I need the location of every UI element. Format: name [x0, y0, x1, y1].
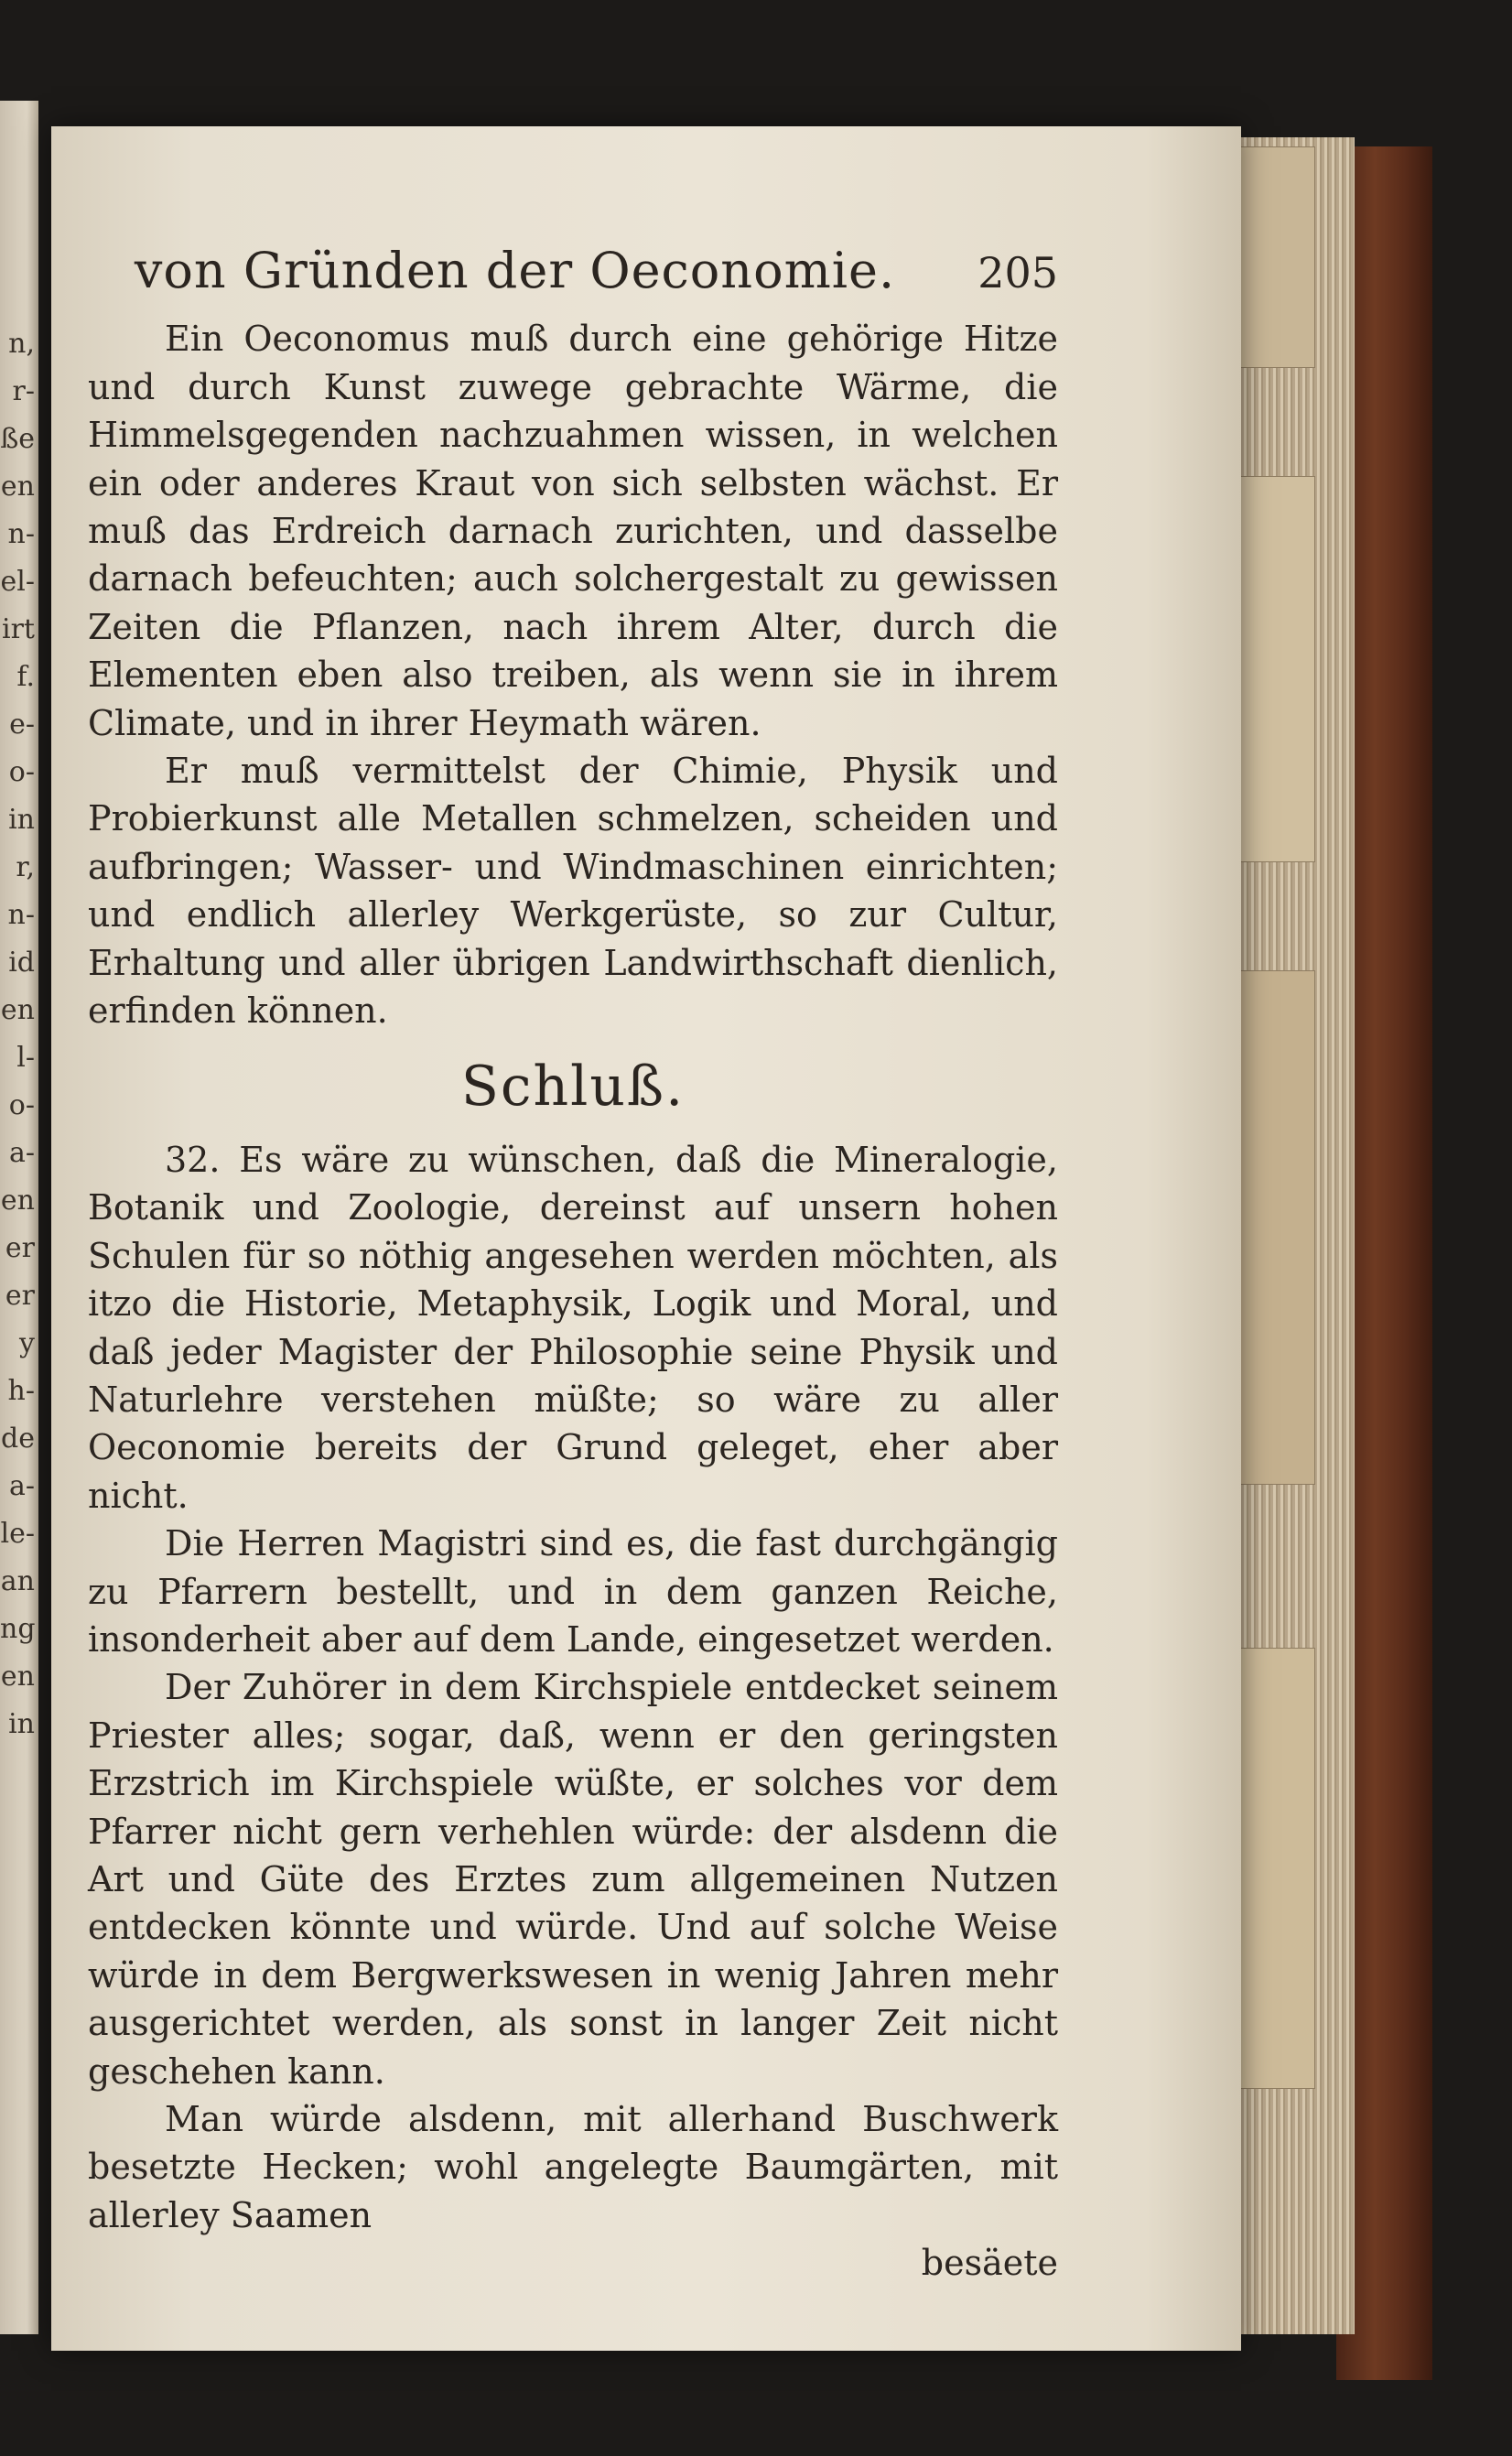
left-fragment: r-	[12, 375, 35, 407]
left-fragment: le-	[0, 1518, 35, 1550]
left-fragment: f.	[16, 661, 35, 693]
left-fragment: n-	[7, 518, 35, 550]
protruding-paper-strip	[1231, 1648, 1315, 2089]
paragraph: 32. Es wäre zu wünschen, daß die Mineralogie, Botanik und Zoologie, dereinst auf unsern hohen Schulen für so nöthig angesehen werden möchten, als itzo die Historie, Metaphysik, Logik und Moral, und daß jeder Magister der Philosophie seine Physik und Naturlehre verstehen müßte; so wäre zu aller Oeconomie bereits der Grund geleget, eher aber nicht.	[88, 1139, 1058, 1516]
page-number: 205	[977, 248, 1058, 298]
left-fragment: h-	[7, 1375, 35, 1407]
page-text	[88, 242, 1058, 2288]
left-page-edge	[0, 101, 38, 2334]
left-fragment: in	[8, 1708, 35, 1740]
left-fragment: y	[19, 1327, 35, 1359]
left-fragment: de	[1, 1423, 35, 1455]
paragraph: Er muß vermittelst der Chimie, Physik und Probierkunst alle Metallen schmelzen, scheiden und aufbringen; Wasser- und Windmaschinen einrichten; und endlich allerley Werkgerüste, so zur Cultur, Erhaltung und aller übrigen Landwirthschaft dienlich, erfinden können.	[88, 751, 1058, 1032]
left-fragment: n-	[7, 899, 35, 931]
left-fragment: ße	[0, 423, 35, 455]
protruding-paper-strip	[1231, 146, 1315, 368]
left-fragment: irt	[2, 613, 35, 645]
left-fragment: en	[0, 1661, 35, 1693]
left-fragment: e-	[9, 709, 35, 741]
left-fragment: in	[8, 804, 35, 836]
left-fragment: en	[0, 994, 35, 1026]
protruding-paper-strip	[1231, 476, 1315, 862]
left-fragment: er	[5, 1232, 35, 1264]
catchword: besäete	[921, 2243, 1058, 2284]
left-fragment: a-	[8, 1137, 35, 1169]
left-fragment: o-	[8, 1089, 35, 1121]
left-fragment: en	[0, 1185, 35, 1217]
paragraph: Man würde alsdenn, mit allerhand Buschwerk besetzte Hecken; wohl angelegte Baumgärten, mit allerley Saamen	[88, 2099, 1058, 2235]
paragraph: Ein Oeconomus muß durch eine gehörige Hitze und durch Kunst zuwege gebrachte Wärme, die Himmelsgegenden nachzuahmen wissen, in welchen ein oder anderes Kraut von sich selbsten wächst. Er muß das Erdreich darnach zurichten, und dasselbe darnach befeuchten; auch solchergestalt zu gewissen Zeiten die Pflanzen, nach ihrem Alter, durch die Elementen eben also treiben, als wenn sie in ihrem Climate, und in ihrer Heymath wären.	[88, 319, 1058, 743]
left-fragment: id	[8, 947, 35, 979]
paragraph: Die Herren Magistri sind es, die fast durchgängig zu Pfarrern bestellt, und in dem ganzen Reiche, insonderheit aber auf dem Lande, eingesetzet werden.	[88, 1523, 1058, 1660]
left-fragment: l-	[16, 1042, 35, 1074]
left-fragment: en	[0, 471, 35, 503]
left-fragment: r,	[16, 851, 35, 883]
left-fragment: a-	[8, 1470, 35, 1502]
left-fragment: o-	[8, 756, 35, 788]
section-heading: Schluß.	[460, 1054, 686, 1119]
running-head	[88, 242, 1058, 299]
protruding-paper-strip	[1231, 970, 1315, 1485]
left-fragment: er	[5, 1280, 35, 1312]
left-fragment: an	[0, 1565, 35, 1597]
running-title: von Gründen der Oeconomie.	[134, 242, 896, 299]
left-fragment: ng	[0, 1613, 36, 1645]
left-fragment: el-	[0, 566, 35, 598]
paragraph: Der Zuhörer in dem Kirchspiele entdecket seinem Priester alles; sogar, daß, wenn er den geringsten Erzstrich im Kirchspiele wüßte, er solches vor dem Pfarrer nicht gern verhehlen würde: der alsdenn die Art und Güte des Erztes zum allgemeinen Nutzen entdecken könnte und würde. Und auf solche Weise würde in dem Bergwerkswesen in wenig Jahren mehr ausgerichtet werden, als sonst in langer Zeit nicht geschehen kann.	[88, 1667, 1058, 2092]
left-fragment: n,	[8, 328, 35, 360]
